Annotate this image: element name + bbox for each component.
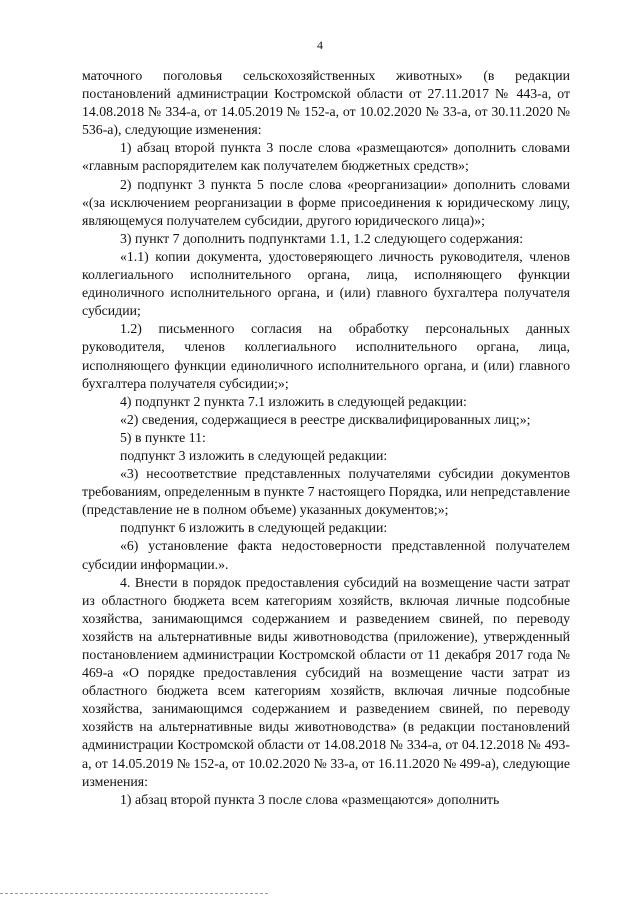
paragraph: 1.2) письменного согласия на обработку персональных данных руководителя, членов коллегиального исполнительного органа, лица, исполняющего функции единоличного исполнительного органа, и (или) главного бухгалтера получателя субсидии;»;: [82, 321, 570, 391]
paragraph: подпункт 6 изложить в следующей редакции:: [120, 520, 388, 536]
paragraph: 3) пункт 7 дополнить подпунктами 1.1, 1.2 следующего содержания:: [120, 230, 524, 246]
paragraph: 1) абзац второй пункта 3 после слова «размещаются» дополнить словами «главным распорядителем как получателем бюджетных средств»;: [82, 140, 570, 174]
paragraph: 1) абзац второй пункта 3 после слова «размещаются» дополнить: [120, 791, 500, 807]
paragraph: «2) сведения, содержащиеся в реестре дисквалифицированных лиц;»;: [120, 411, 531, 427]
paragraph: 4. Внести в порядок предоставления субсидий на возмещение части затрат из областного бюджета всем категориям хозяйств, включая личные подсобные хозяйства, занимающимся содержанием и разведением свиней, по переводу хозяйств на альтернативные виды животноводства (приложение), утвержденный постановлением администрации Костромской области от 11 декабря 2017 года № 469-а «О порядке предоставления субсидий на возмещение части затрат из областного бюджета всем категориям хозяйств, включая личные подсобные хозяйства, занимающимся содержанием и разведением свиней, по переводу хозяйств на альтернативные виды животноводства» (в редакции постановлений администрации Костромской области от 14.08.2018 № 334-а, от 04.12.2018 № 493-а, от 14.05.2019 № 152-а, от 10.02.2020 № 33-а, от 16.11.2020 № 499-а), следующие изменения:: [82, 574, 570, 789]
document-body: [82, 67, 570, 809]
paragraph: маточного поголовья сельскохозяйственных животных» (в редакции постановлений администрации Костромской области от 27.11.2017 № 443-а, от 14.08.2018 № 334-а, от 14.05.2019 № 152-а, от 10.02.2020 № 33-а, от 30.11.2020 № 536-а), следующие изменения:: [82, 68, 570, 138]
paragraph: 5) в пункте 11:: [120, 429, 206, 445]
paragraph: «1.1) копии документа, удостоверяющего личность руководителя, членов коллегиального исполнительного органа, лица, исполняющего функции единоличного исполнительного органа, и (или) главного бухгалтера получателя субсидии;: [82, 248, 570, 319]
page-number: 4: [317, 38, 323, 52]
paragraph: 4) подпункт 2 пункта 7.1 изложить в следующей редакции:: [120, 393, 467, 409]
paragraph: «6) установление факта недостоверности представленной получателем субсидии информации.».: [82, 538, 570, 572]
footer-divider: [0, 893, 268, 894]
paragraph: 2) подпункт 3 пункта 5 после слова «реорганизации» дополнить словами «(за исключением реорганизации в форме присоединения к юридическому лицу, являющемуся получателем субсидии, другого юридического лица)»;: [82, 176, 570, 228]
paragraph: подпункт 3 изложить в следующей редакции:: [120, 447, 388, 463]
paragraph: «3) несоответствие представленных получателями субсидии документов требованиям, определенным в пункте 7 настоящего Порядка, или непредставление (представление не в полном объеме) указанных документов;»;: [82, 466, 570, 518]
